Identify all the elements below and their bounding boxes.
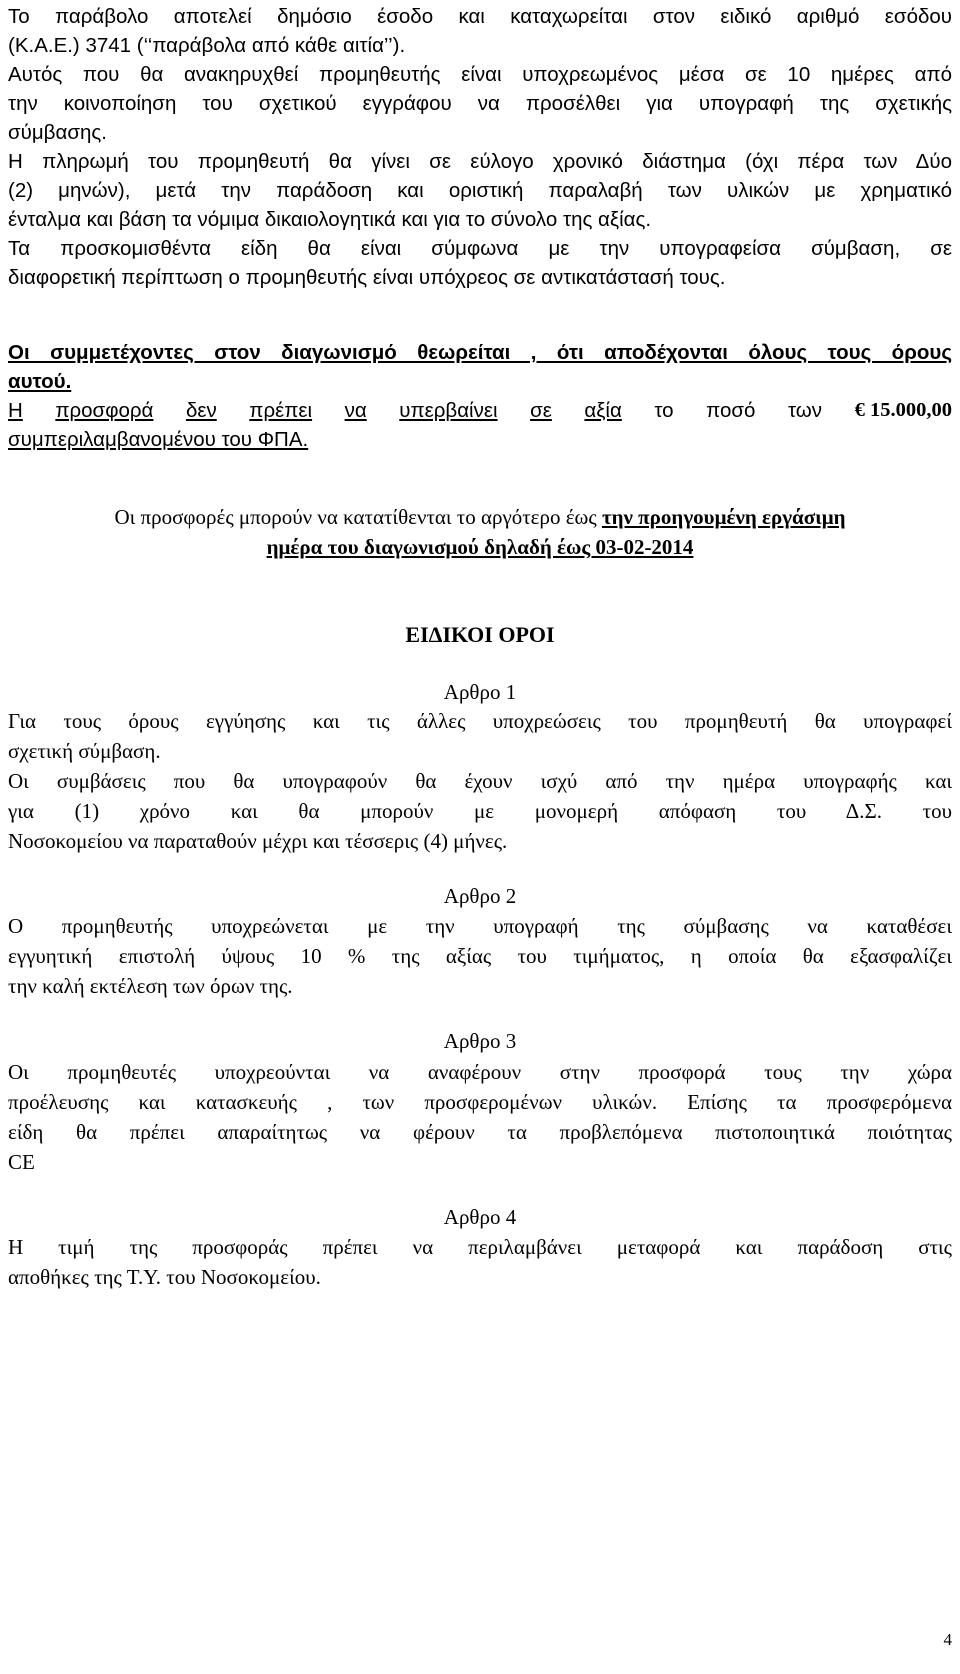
text-line: Αυτός που θα ανακηρυχθεί προμηθευτής είναι υποχρεωμένος μέσα σε 10 ημέρες από — [8, 63, 952, 86]
text-word: ποσό — [706, 399, 756, 422]
article-1-title: Αρθρο 1 — [443, 680, 517, 704]
text-line: την καλή εκτέλεση των όρων της. — [8, 974, 293, 998]
text-word: προσφορά — [55, 399, 154, 422]
article-2-body — [8, 911, 952, 1001]
text-line: για (1) χρόνο και θα μπορούν με μονομερή απόφαση του Δ.Σ. του — [8, 799, 952, 823]
text-line: Η τιμή της προσφοράς πρέπει να περιλαμβάνει μεταφορά και παράδοση στις — [8, 1235, 952, 1259]
limit-paragraph — [8, 396, 952, 454]
text-word: αξία — [584, 399, 622, 422]
text-word: να — [344, 399, 367, 422]
text-line: σύμβασης. — [8, 121, 107, 144]
text-word: δεν — [185, 399, 217, 422]
fee-paragraph — [8, 2, 952, 60]
article-4-title: Αρθρο 4 — [443, 1205, 517, 1229]
article-3-title: Αρθρο 3 — [443, 1029, 517, 1053]
article-2-title: Αρθρο 2 — [443, 884, 517, 908]
special-terms-heading: ΕΙΔΙΚΟΙ ΟΡΟΙ — [405, 622, 555, 647]
text-line: Οι συμβάσεις που θα υπογραφούν θα έχουν ισχύ από την ημέρα υπογραφής και — [8, 769, 952, 793]
deadline-paragraph — [8, 502, 952, 562]
text-line: προέλευσης και κατασκευής , των προσφερομένων υλικών. Επίσης τα προσφερόμενα — [8, 1090, 952, 1114]
text-word: των — [787, 399, 823, 422]
text-line: Ο προμηθευτής υποχρεώνεται με την υπογραφή της σύμβασης να καταθέσει — [8, 914, 952, 938]
text-line: σχετική σύμβαση. — [8, 739, 161, 763]
deadline-emphasis: την προηγουμένη εργάσιμη — [601, 505, 846, 529]
text-line: αποθήκες της Τ.Υ. του Νοσοκομείου. — [8, 1265, 321, 1289]
text-line: είδη θα πρέπει απαραίτητως να φέρουν τα προβλεπόμενα πιστοποιητικά ποιότητας — [8, 1120, 952, 1144]
text-word: πρέπει — [249, 399, 313, 422]
items-paragraph — [8, 234, 952, 292]
text-line: (Κ.Α.Ε.) 3741 (‘‘παράβολα από κάθε αιτία’’). — [8, 34, 406, 57]
page-number: 4 — [943, 1630, 952, 1649]
acceptance-paragraph — [8, 338, 952, 396]
text-line: Για τους όρους εγγύησης και τις άλλες υποχρεώσεις του προμηθευτή θα υπογραφεί — [8, 709, 952, 733]
text-line: συμπεριλαμβανομένου του ΦΠΑ. — [8, 428, 309, 451]
text-line: την κοινοποίηση του σχετικού εγγράφου να προσέλθει για υπογραφή της σχετικής — [8, 92, 952, 115]
text-line: αυτού. — [8, 370, 72, 393]
text-line: διαφορετική περίπτωση ο προμηθευτής είναι υπόχρεος σε αντικατάστασή τους. — [8, 266, 726, 289]
text-line: Η πληρωμή του προμηθευτή θα γίνει σε εύλογο χρονικό διάστημα (όχι πέρα των Δύο — [8, 150, 952, 173]
supplier-paragraph — [8, 60, 952, 147]
text-word: σε — [530, 399, 552, 422]
text-word: Η — [8, 399, 23, 422]
text-line: CE — [8, 1150, 35, 1174]
deadline-text: Οι προσφορές μπορούν να κατατίθενται το αργότερο έως — [114, 505, 602, 529]
article-3-body — [8, 1057, 952, 1177]
text-line: εγγυητική επιστολή ύψους 10 % της αξίας του τιμήματος, η οποία θα εξασφαλίζει — [8, 944, 952, 968]
text-line: Οι συμμετέχοντες στον διαγωνισμό θεωρείται , ότι αποδέχονται όλους τους όρους — [8, 341, 952, 364]
text-line: Τα προσκομισθέντα είδη θα είναι σύμφωνα με την υπογραφείσα σύμβαση, σε — [8, 237, 952, 260]
article-1-body — [8, 706, 952, 856]
limit-amount: € 15.000,00 — [854, 399, 952, 421]
article-4-body — [8, 1232, 952, 1292]
text-word: υπερβαίνει — [399, 399, 498, 422]
text-line: Οι προμηθευτές υποχρεούνται να αναφέρουν στην προσφορά τους την χώρα — [8, 1060, 952, 1084]
payment-paragraph — [8, 147, 952, 234]
text-line: (2) μηνών), μετά την παράδοση και οριστική παραλαβή των υλικών με χρηματικό — [8, 179, 952, 202]
text-line: Το παράβολο αποτελεί δημόσιο έσοδο και καταχωρείται στον ειδικό αριθμό εσόδου — [8, 5, 952, 28]
deadline-line-2: ημέρα του διαγωνισμού δηλαδή έως 03-02-2014 — [266, 535, 694, 559]
text-word: το — [654, 399, 674, 422]
text-line: Νοσοκομείου να παραταθούν μέχρι και τέσσερις (4) μήνες. — [8, 829, 508, 853]
limit-line — [8, 396, 952, 425]
text-line: ένταλμα και βάση τα νόμιμα δικαιολογητικά και για το σύνολο της αξίας. — [8, 208, 652, 231]
deadline-line-1 — [8, 502, 952, 532]
